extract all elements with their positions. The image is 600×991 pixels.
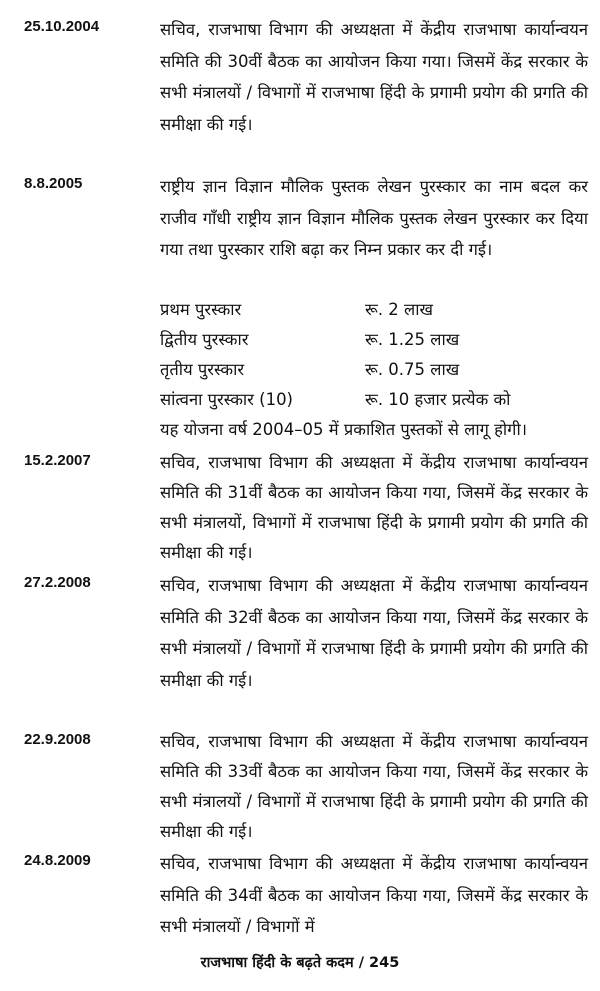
- entry-text: सचिव, राजभाषा विभाग की अध्यक्षता में केंद्रीय राजभाषा कार्यान्वयन समिति की 31वीं बैठक का आयोजन किया गया, जिसमें केंद्र सरकार के सभी मंत्रालयों, विभागों में राजभाषा हिंदी के प्रगामी प्रयोग की प्रगति की समीक्षा की गई।: [160, 453, 588, 562]
- prize-row: [160, 355, 590, 385]
- prize-row: [160, 295, 590, 325]
- entry-text: सचिव, राजभाषा विभाग की अध्यक्षता में केंद्रीय राजभाषा कार्यान्वयन समिति की 32वीं बैठक का आयोजन किया गया, जिसमें केंद्र सरकार के सभी मंत्रालयों / विभागों में राजभाषा हिंदी के प्रगामी प्रयोग की प्रगति की समीक्षा की गई।: [160, 576, 588, 690]
- prize-label: सांत्वना पुरस्कार (10): [160, 390, 293, 409]
- prize-label: द्वितीय पुरस्कार: [160, 330, 249, 349]
- prize-amount: रू. 1.25 लाख: [365, 330, 460, 349]
- entry-text: राष्ट्रीय ज्ञान विज्ञान मौलिक पुस्तक लेखन पुरस्कार का नाम बदल कर राजीव गाँधी राष्ट्रीय ज्ञान विज्ञान मौलिक पुस्तक लेखन पुरस्कार कर दिया गया तथा पुरस्कार राशि बढ़ा कर निम्न प्रकार कर दी गई।: [160, 177, 588, 259]
- entry-date: 15.2.2007: [24, 452, 91, 469]
- entry-date: 22.9.2008: [24, 731, 91, 748]
- scheme-note: यह योजना वर्ष 2004–05 में प्रकाशित पुस्तकों से लागू होगी।: [160, 420, 527, 439]
- entry-date: 27.2.2008: [24, 574, 91, 591]
- entry-date: 25.10.2004: [24, 18, 100, 35]
- entry-text: सचिव, राजभाषा विभाग की अध्यक्षता में केंद्रीय राजभाषा कार्यान्वयन समिति की 34वीं बैठक का आयोजन किया गया, जिसमें केंद्र सरकार के सभी मंत्रालयों / विभागों में: [160, 854, 588, 936]
- page-footer: राजभाषा हिंदी के बढ़ते कदम / 245: [200, 955, 400, 971]
- prize-label: प्रथम पुरस्कार: [160, 300, 242, 319]
- prize-label: तृतीय पुरस्कार: [160, 360, 245, 379]
- prize-row: [160, 385, 590, 415]
- entry-text: सचिव, राजभाषा विभाग की अध्यक्षता में केंद्रीय राजभाषा कार्यान्वयन समिति की 33वीं बैठक का आयोजन किया गया, जिसमें केंद्र सरकार के सभी मंत्रालयों / विभागों में राजभाषा हिंदी के प्रगामी प्रयोग की प्रगति की समीक्षा की गई।: [160, 732, 588, 841]
- entry-date: 24.8.2009: [24, 852, 91, 869]
- prize-row: [160, 325, 590, 355]
- prize-amount: रू. 10 हजार प्रत्येक को: [365, 390, 511, 409]
- prize-amount: रू. 0.75 लाख: [365, 360, 460, 379]
- prize-amount: रू. 2 लाख: [365, 300, 434, 319]
- entry-date: 8.8.2005: [24, 175, 83, 192]
- entry-text: सचिव, राजभाषा विभाग की अध्यक्षता में केंद्रीय राजभाषा कार्यान्वयन समिति की 30वीं बैठक का आयोजन किया गया। जिसमें केंद्र सरकार के सभी मंत्रालयों / विभागों में राजभाषा हिंदी के प्रगामी प्रयोग की प्रगति की समीक्षा की गई।: [160, 20, 588, 134]
